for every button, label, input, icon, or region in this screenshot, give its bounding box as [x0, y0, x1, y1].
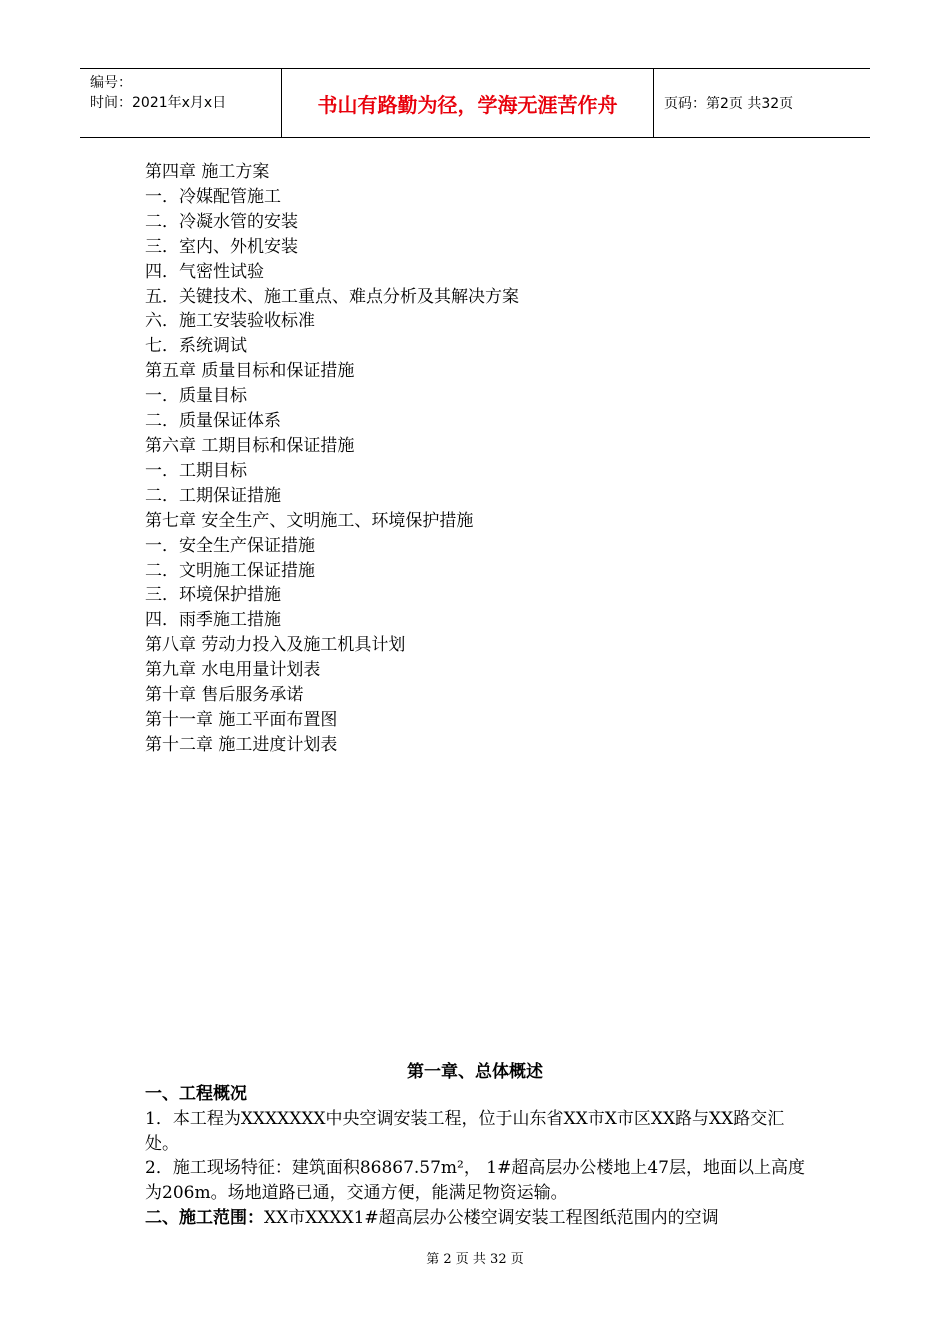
toc-entry: 一．工期目标 [145, 460, 247, 481]
header-page-info: 页码：第2页 共32页 [664, 96, 794, 112]
toc-entry: 五．关键技术、施工重点、难点分析及其解决方案 [145, 286, 519, 307]
toc-entry: 二．冷凝水管的安装 [145, 211, 298, 232]
toc-entry: 第六章 工期目标和保证措施 [145, 435, 355, 456]
toc-entry: 第九章 水电用量计划表 [145, 660, 321, 681]
toc-entry: 二．质量保证体系 [145, 411, 281, 432]
toc-entry: 第十一章 施工平面布置图 [145, 709, 338, 730]
toc-entry: 一．安全生产保证措施 [145, 535, 315, 556]
toc-entry: 第十章 售后服务承诺 [145, 685, 304, 706]
toc-entry: 四．雨季施工措施 [145, 610, 281, 631]
toc-entry: 三．室内、外机安装 [145, 236, 298, 257]
toc-entry: 第五章 质量目标和保证措施 [145, 361, 355, 382]
toc-entry: 四．气密性试验 [145, 261, 264, 282]
toc-entry: 七．系统调试 [145, 336, 247, 357]
document-date: 时间：2021年x月x日 [90, 95, 227, 111]
table-of-contents [145, 160, 519, 758]
document-number: 编号： [90, 75, 132, 91]
toc-entry: 第八章 劳动力投入及施工机具计划 [145, 635, 406, 656]
toc-entry: 一．冷媒配管施工 [145, 186, 281, 207]
section-heading-scope: 二、施工范围： [145, 1207, 264, 1228]
page-header [80, 68, 870, 138]
toc-entry: 三．环境保护措施 [145, 585, 281, 606]
scope-text: XX市XXXX1#超高层办公楼空调安装工程图纸范围内的空调 [264, 1207, 719, 1228]
paragraph-project: 1．本工程为XXXXXXX中央空调安装工程，位于山东省XX市X市区XX路与XX路交汇处。 [145, 1108, 785, 1154]
chapter-title: 第一章、总体概述 [407, 1062, 543, 1082]
toc-entry: 二．工期保证措施 [145, 485, 281, 506]
toc-entry: 第四章 施工方案 [145, 162, 270, 182]
toc-entry: 六．施工安装验收标准 [145, 311, 315, 332]
toc-entry: 一．质量目标 [145, 386, 247, 407]
header-motto: 书山有路勤为径，学海无涯苦作舟 [282, 69, 654, 137]
header-meta [80, 69, 282, 137]
paragraph-scope [145, 1206, 810, 1231]
toc-entry: 第十二章 施工进度计划表 [145, 734, 338, 755]
chapter-body [145, 1082, 810, 1231]
paragraph-site: 2．施工现场特征：建筑面积86867.57m²， 1#超高层办公楼地上47层，地面以上高度为206m。场地道路已通，交通方便，能满足物资运输。 [145, 1158, 805, 1204]
toc-entry: 第七章 安全生产、文明施工、环境保护措施 [145, 510, 474, 531]
toc-entry: 二．文明施工保证措施 [145, 560, 315, 581]
section-heading-overview: 一、工程概况 [145, 1084, 247, 1104]
page-footer: 第 2 页 共 32 页 [426, 1252, 524, 1267]
